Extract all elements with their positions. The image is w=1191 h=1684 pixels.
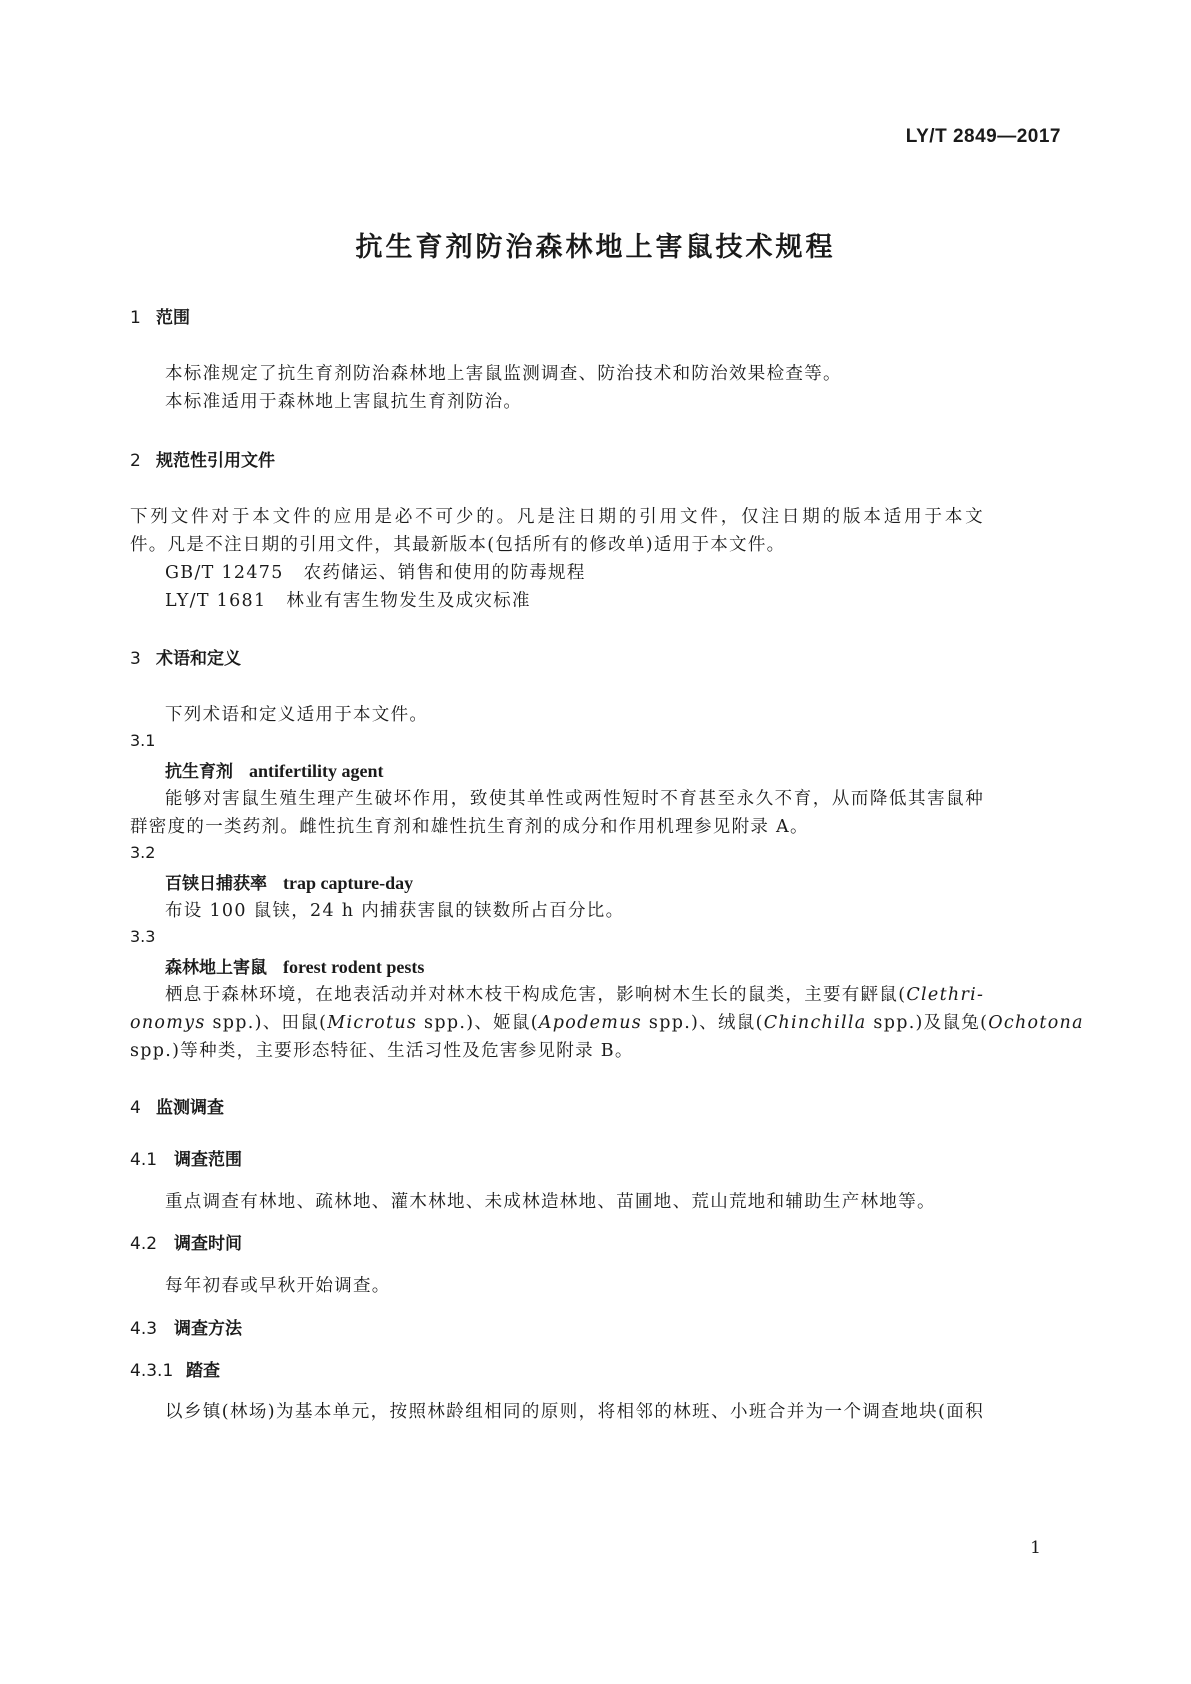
section-number: 4.2 <box>130 1234 158 1254</box>
term-en: antifertility agent <box>249 761 384 781</box>
section-number: 1 <box>130 308 141 328</box>
latin-name: Apodemus <box>538 1013 643 1033</box>
normative-reference <box>165 587 531 612</box>
latin-name: onomys <box>130 1013 206 1033</box>
definition-text: spp.)、田鼠( <box>205 1013 328 1033</box>
section-number: 2 <box>130 451 141 471</box>
paragraph: 以乡镇(林场)为基本单元，按照林龄组相同的原则，将相邻的林班、小班合并为一个调查地块(面积 <box>165 1402 984 1422</box>
reference-title: 林业有害生物发生及成灾标准 <box>286 591 531 611</box>
term-entry <box>165 757 383 782</box>
term-number: 3.2 <box>130 843 156 862</box>
term-definition: 能够对害鼠生殖生理产生破坏作用，致使其单性或两性短时不育甚至永久不育，从而降低其害鼠种 <box>165 789 984 809</box>
reference-code: LY/T 1681 <box>165 591 267 611</box>
page-number: 1 <box>1030 1538 1041 1558</box>
paragraph: 每年初春或早秋开始调查。 <box>165 1276 391 1296</box>
term-zh: 抗生育剂 <box>165 762 233 782</box>
section-title: 监测调查 <box>156 1098 224 1118</box>
section-3-heading <box>130 644 241 669</box>
section-title: 调查时间 <box>174 1234 242 1254</box>
term-number: 3.1 <box>130 731 156 750</box>
section-title: 规范性引用文件 <box>156 451 275 471</box>
term-en: trap capture-day <box>283 873 414 893</box>
term-en: forest rodent pests <box>283 957 425 977</box>
document-title: 抗生育剂防治森林地上害鼠技术规程 <box>355 232 836 263</box>
subsection-4-1-heading <box>130 1145 242 1170</box>
section-1-heading <box>130 303 190 328</box>
section-number: 4.3 <box>130 1319 158 1339</box>
subsection-4-3-1-heading <box>130 1356 220 1381</box>
term-zh: 森林地上害鼠 <box>165 958 267 978</box>
term-definition <box>165 981 984 1006</box>
section-title: 调查方法 <box>174 1319 242 1339</box>
latin-name: Chinchilla <box>763 1013 867 1033</box>
section-4-heading <box>130 1093 224 1118</box>
latin-name: Ochotona <box>988 1013 1084 1033</box>
section-2-heading <box>130 446 275 471</box>
standard-code: LY/T 2849—2017 <box>905 126 1061 147</box>
reference-code: GB/T 12475 <box>165 563 284 583</box>
definition-text: spp.)、绒鼠( <box>642 1013 764 1033</box>
subsection-4-3-heading <box>130 1314 242 1339</box>
normative-reference <box>165 559 586 584</box>
reference-title: 农药储运、销售和使用的防毒规程 <box>303 563 586 583</box>
definition-text: spp.)、姬鼠( <box>417 1013 539 1033</box>
subsection-4-2-heading <box>130 1229 242 1254</box>
term-definition: 群密度的一类药剂。雌性抗生育剂和雄性抗生育剂的成分和作用机理参见附录 A。 <box>130 817 809 837</box>
section-number: 4.3.1 <box>130 1361 174 1381</box>
paragraph: 件。凡是不注日期的引用文件，其最新版本(包括所有的修改单)适用于本文件。 <box>130 535 786 555</box>
section-title: 术语和定义 <box>156 649 241 669</box>
latin-name: Clethri- <box>906 985 985 1005</box>
section-title: 调查范围 <box>174 1150 242 1170</box>
section-number: 3 <box>130 649 141 669</box>
definition-text: spp.)及鼠兔( <box>866 1013 989 1033</box>
section-number: 4.1 <box>130 1150 158 1170</box>
definition-text: 栖息于森林环境，在地表活动并对林木枝干构成危害，影响树木生长的鼠类，主要有䶄鼠( <box>165 985 907 1005</box>
paragraph: 下列文件对于本文件的应用是必不可少的。凡是注日期的引用文件，仅注日期的版本适用于本文 <box>130 507 984 527</box>
paragraph: 重点调查有林地、疏林地、灌木林地、未成林造林地、苗圃地、荒山荒地和辅助生产林地等。 <box>165 1192 936 1212</box>
paragraph: 下列术语和定义适用于本文件。 <box>165 705 429 725</box>
term-entry <box>165 953 424 978</box>
section-title: 范围 <box>156 308 190 328</box>
term-zh: 百铗日捕获率 <box>165 874 267 894</box>
latin-name: Microtus <box>327 1013 418 1033</box>
paragraph: 本标准适用于森林地上害鼠抗生育剂防治。 <box>165 392 523 412</box>
term-entry <box>165 869 413 894</box>
section-number: 4 <box>130 1098 141 1118</box>
term-definition: spp.)等种类，主要形态特征、生活习性及危害参见附录 B。 <box>130 1041 634 1061</box>
paragraph: 本标准规定了抗生育剂防治森林地上害鼠监测调查、防治技术和防治效果检查等。 <box>165 364 842 384</box>
term-definition: 布设 100 鼠铗，24 h 内捕获害鼠的铗数所占百分比。 <box>165 901 625 921</box>
section-title: 踏查 <box>186 1361 220 1381</box>
term-number: 3.3 <box>130 927 156 946</box>
term-definition <box>130 1009 1084 1034</box>
